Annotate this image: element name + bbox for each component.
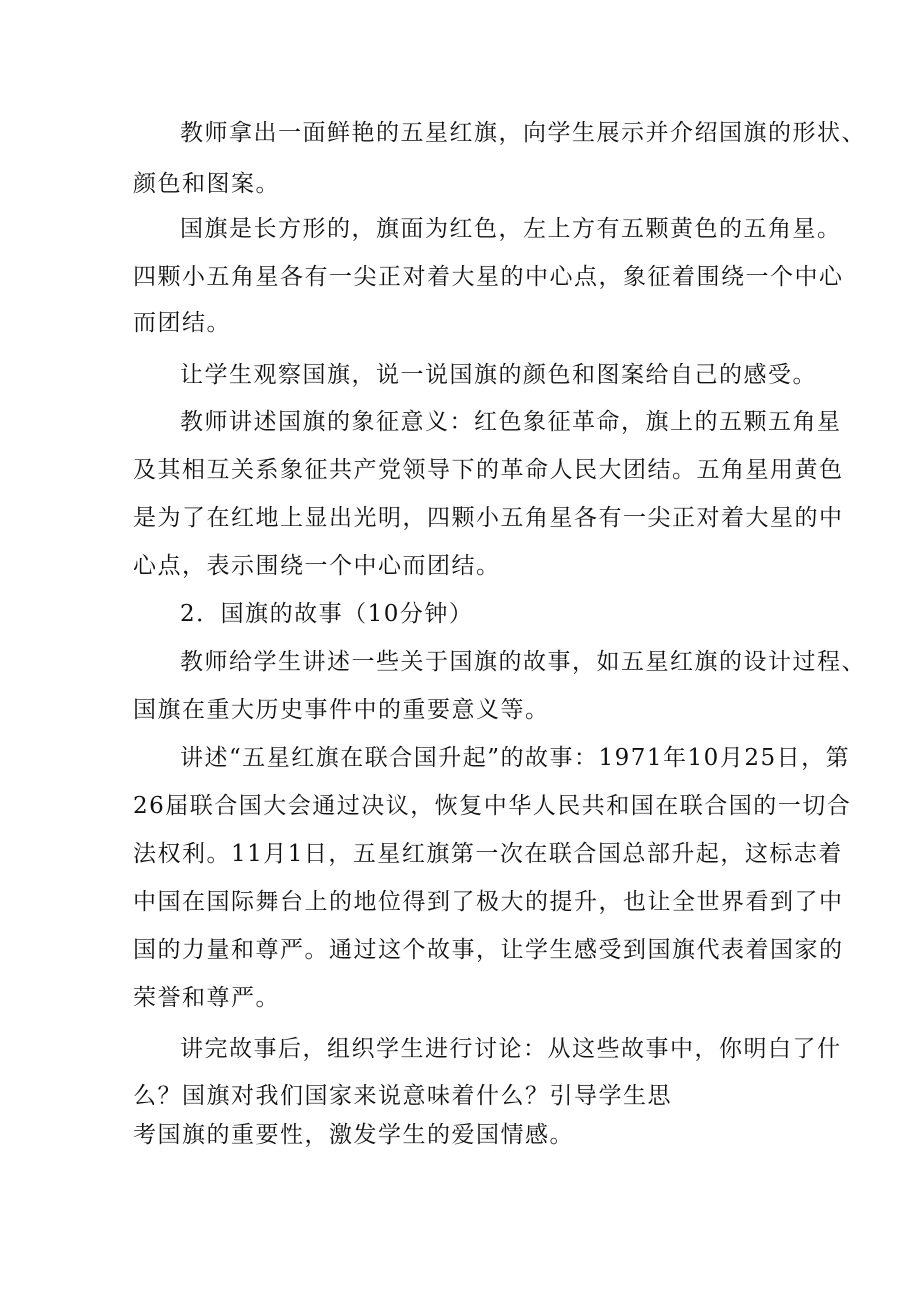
paragraph-line: 讲述“五星红旗在联合国升起”的故事：1971年10月25日，第: [180, 745, 851, 771]
section-heading: 2．国旗的故事（10分钟）: [180, 601, 474, 627]
paragraph-line: 及其相互关系象征共产党领导下的革命人民大团结。五角星用黄色: [133, 457, 844, 483]
paragraph-line: 考国旗的重要性，激发学生的爱国情感。: [133, 1122, 574, 1148]
paragraph-line: 荣誉和尊严。: [133, 985, 280, 1011]
paragraph-line: 教师拿出一面鲜艳的五星红旗，向学生展示并介绍国旗的形状、: [180, 120, 866, 146]
paragraph-line: 法权利。11月1日，五星红旗第一次在联合国总部升起，这标志着: [133, 841, 843, 867]
paragraph-line: 中国在国际舞台上的地位得到了极大的提升，也让全世界看到了中: [133, 889, 844, 915]
paragraph-line: 26届联合国大会通过决议，恢复中华人民共和国在联合国的一切合: [133, 793, 852, 819]
paragraph-line: 教师讲述国旗的象征意义：红色象征革命，旗上的五颗五角星: [180, 409, 842, 435]
paragraph-line: 是为了在红地上显出光明，四颗小五角星各有一尖正对着大星的中: [133, 505, 844, 531]
paragraph-line: 颜色和图案。: [133, 171, 280, 197]
paragraph-line: 讲完故事后，组织学生进行讨论：从这些故事中，你明白了什: [180, 1036, 842, 1062]
paragraph-line: 四颗小五角星各有一尖正对着大星的中心点，象征着围绕一个中心: [133, 264, 844, 290]
paragraph-line: 而团结。: [133, 310, 231, 336]
paragraph-line: 国旗是长方形的，旗面为红色，左上方有五颗黄色的五角星。: [180, 216, 842, 242]
paragraph-line: 教师给学生讲述一些关于国旗的故事，如五星红旗的设计过程、: [180, 649, 866, 675]
paragraph-line: 么？国旗对我们国家来说意味着什么？引导学生思: [133, 1083, 672, 1109]
paragraph-line: 国旗在重大历史事件中的重要意义等。: [133, 697, 550, 723]
paragraph-line: 心点，表示围绕一个中心而团结。: [133, 553, 501, 579]
paragraph-line: 国的力量和尊严。通过这个故事，让学生感受到国旗代表着国家的: [133, 937, 844, 963]
paragraph-line: 让学生观察国旗，说一说国旗的颜色和图案给自己的感受。: [180, 362, 817, 388]
